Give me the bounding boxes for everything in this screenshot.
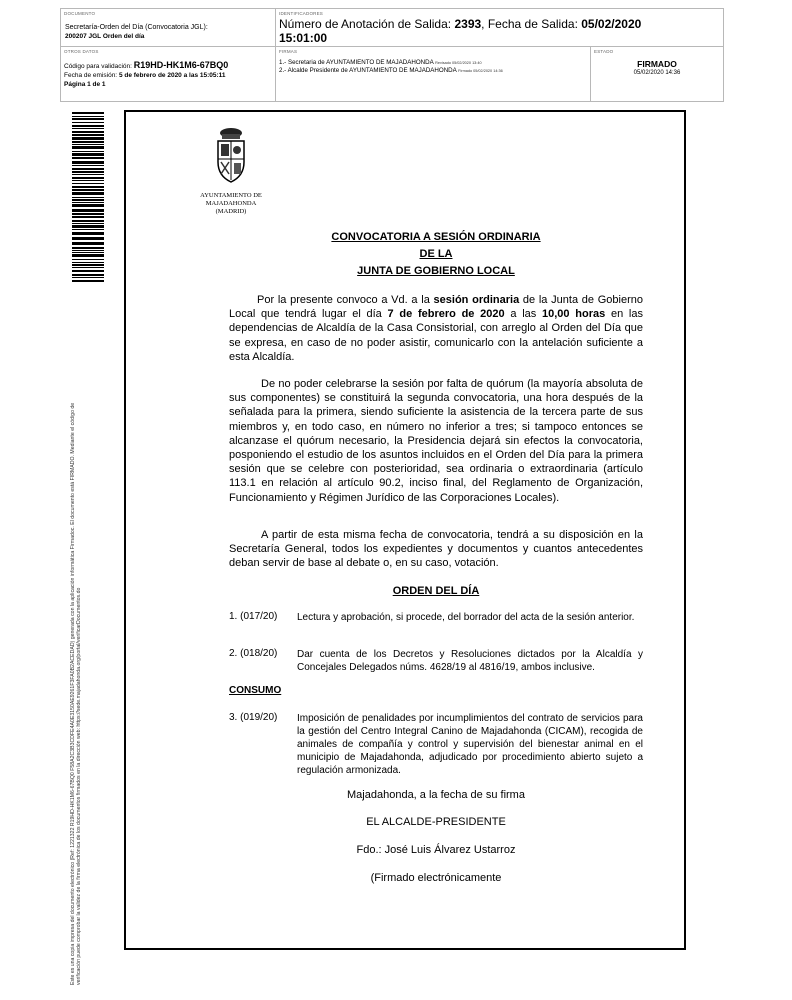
identificadores-label: IDENTIFICADORES bbox=[279, 11, 324, 16]
item-2-num: 2. (018/20) bbox=[229, 648, 278, 659]
anotacion-mid: , Fecha de Salida: bbox=[481, 17, 578, 31]
otros-datos-text bbox=[64, 61, 228, 89]
estado-cell bbox=[591, 47, 723, 101]
firma1-date: Revisado 05/02/2020 13:40 bbox=[435, 61, 482, 65]
anotacion-fecha: 05/02/2020 bbox=[581, 17, 642, 31]
consumo-heading: CONSUMO bbox=[229, 685, 282, 696]
closing-name: Fdo.: José Luis Álvarez Ustarroz bbox=[356, 844, 516, 856]
documento-line1: Secretaría-Orden del Día (Convocatoria JGL): bbox=[65, 24, 208, 31]
closing-role: EL ALCALDE-PRESIDENTE bbox=[366, 816, 506, 828]
crest-caption bbox=[181, 192, 281, 217]
anotacion-prefix: Número de Anotación de Salida: bbox=[279, 17, 452, 31]
p1-hora: 10,00 horas bbox=[542, 308, 606, 321]
verification-sidebar bbox=[70, 185, 83, 985]
item-1-num: 1. (017/20) bbox=[229, 611, 278, 622]
estado-label: ESTADO bbox=[594, 49, 614, 54]
firmas-cell bbox=[276, 47, 591, 101]
estado-date: 05/02/2020 14:36 bbox=[633, 70, 681, 76]
firma2: 2.- Alcalde Presidente de AYUNTAMIENTO DE MAJADAHONDA bbox=[279, 67, 457, 74]
crest-line1: AYUNTAMIENTO DE bbox=[200, 192, 262, 199]
firmas-text bbox=[279, 59, 503, 75]
anotacion-text bbox=[279, 17, 641, 45]
item-3-text: Imposición de penalidades por incumplimientos del contrato de servicios para la gestión del Centro Integral Canino de Majadahonda (CICAM), recogida de animales de compañía y control y supervisión del bienestar animal en el municipio de Majadahonda, adjudicado por procedimiento abierto sujeto a regulación armonizada. bbox=[297, 713, 643, 776]
sidebar-line2: verificación puede comprobar la validez de la firma electrónica de los documentos firmados en la dirección web: https://sede.majadahonda.org/portal/verificarDocumentos.do bbox=[76, 587, 83, 985]
document-header bbox=[60, 8, 724, 102]
p1-fecha: 7 de febrero de 2020 bbox=[387, 308, 505, 321]
anotacion-num: 2393 bbox=[454, 17, 482, 31]
anotacion-hora: 15:01:00 bbox=[279, 31, 328, 45]
crest-line3: (MADRID) bbox=[215, 208, 247, 216]
closing-note: (Firmado electrónicamente bbox=[370, 872, 502, 884]
firma1: 1.- Secretaria de AYUNTAMIENTO DE MAJADAHONDA bbox=[279, 59, 434, 66]
paragraph-quorum: De no poder celebrarse la sesión por falta de quórum (la mayoría absoluta de sus componentes) se constituirá la segunda convocatoria, una hora después de la señalada para la primera, siendo suficiente la asistencia de la tercera parte de sus miembros y, en todo caso, en número no inferior a tres; si tampoco entonces se alcanzase el quórum necesario, la Presidencia dejará sin efectos la convocatoria, posponiendo el estudio de los asuntos incluidos en el Orden del Día para la primera sesión que se celebre con posterioridad, sea ordinaria o extraordinaria (artículo 113.1 en relación al artículo 90.2, inciso final, del Reglamento de Organización, Funcionamiento y Régimen Jurídico de las Corporaciones Locales). bbox=[229, 378, 643, 504]
documento-cell bbox=[61, 9, 276, 47]
otros-datos-cell bbox=[61, 47, 276, 101]
firmas-label: FIRMAS bbox=[279, 49, 298, 54]
title-line3: JUNTA DE GOBIERNO LOCAL bbox=[357, 265, 515, 277]
identificadores-cell bbox=[276, 9, 723, 47]
closing-place: Majadahonda, a la fecha de su firma bbox=[347, 789, 525, 801]
pagina-info: Página 1 de 1 bbox=[64, 81, 106, 88]
p1-sesion: sesión ordinaria bbox=[433, 294, 520, 306]
p1-e: a las bbox=[504, 308, 543, 321]
item-2-text: Dar cuenta de los Decretos y Resoluciones dictados por la Alcaldía y Concejales Delegados núms. 4628/19 al 4816/19, ambos inclusive. bbox=[297, 649, 643, 673]
title-line1: CONVOCATORIA A SESIÓN ORDINARIA bbox=[331, 231, 541, 243]
emision-fecha: 5 de febrero de 2020 a las 15:05:11 bbox=[118, 72, 226, 79]
p1-a: Por la presente convoco a Vd. a la bbox=[257, 294, 434, 306]
orden-title-text: ORDEN DEL DÍA bbox=[392, 585, 480, 597]
item-3-num: 3. (019/20) bbox=[229, 712, 278, 723]
emision-label: Fecha de emisión: bbox=[64, 72, 118, 79]
paragraph-expedientes: A partir de esta misma fecha de convocatoria, tendrá a su disposición en la Secretaría General, todos los expedientes y documentos y cuantos antecedentes deban servir de base al debate o, en su caso, votación. bbox=[229, 529, 643, 570]
orden-del-dia-title bbox=[229, 585, 643, 597]
documento-line2: 200207 JGL Orden del día bbox=[65, 33, 145, 40]
firma2-date: Firmado 05/02/2020 14:36 bbox=[458, 69, 503, 73]
item-1-text: Lectura y aprobación, si procede, del borrador del acta de la sesión anterior. bbox=[297, 612, 635, 623]
title-block bbox=[229, 229, 643, 280]
crest-line2: MAJADAHONDA bbox=[205, 200, 257, 208]
paragraph-convocatoria bbox=[229, 293, 643, 364]
codigo-label: Código para validación: bbox=[64, 63, 132, 70]
codigo-validacion: R19HD-HK1M6-67BQ0 bbox=[133, 60, 229, 70]
title-line2: DE LA bbox=[419, 248, 453, 260]
coat-of-arms-icon bbox=[214, 124, 248, 186]
sidebar-line1: Este es una copia impresa del documento electrónico (Ref: 1221322 R19HD-HK1M6-67BQ0 F58A2C3B3CDFE4A0E3150AE9261F3FA0B2ACEDAD) generada con la aplicación informática Firmadoc. El documento está FIRMADO. Mediante el código de bbox=[70, 402, 76, 985]
otros-label: OTROS DATOS bbox=[64, 49, 99, 54]
estado-value: FIRMADO bbox=[637, 59, 677, 69]
p1-c: de la Junta de Gobierno Local que tendrá lugar el día bbox=[229, 294, 643, 321]
p1-g: en las dependencias de Alcaldía de la Casa Consistorial, con arreglo al Orden del Día que se expresa, en caso de no poder asistir, comunicarlo con la antelación suficiente a esta Alcaldía. bbox=[229, 308, 643, 363]
documento-label: DOCUMENTO bbox=[64, 11, 96, 16]
